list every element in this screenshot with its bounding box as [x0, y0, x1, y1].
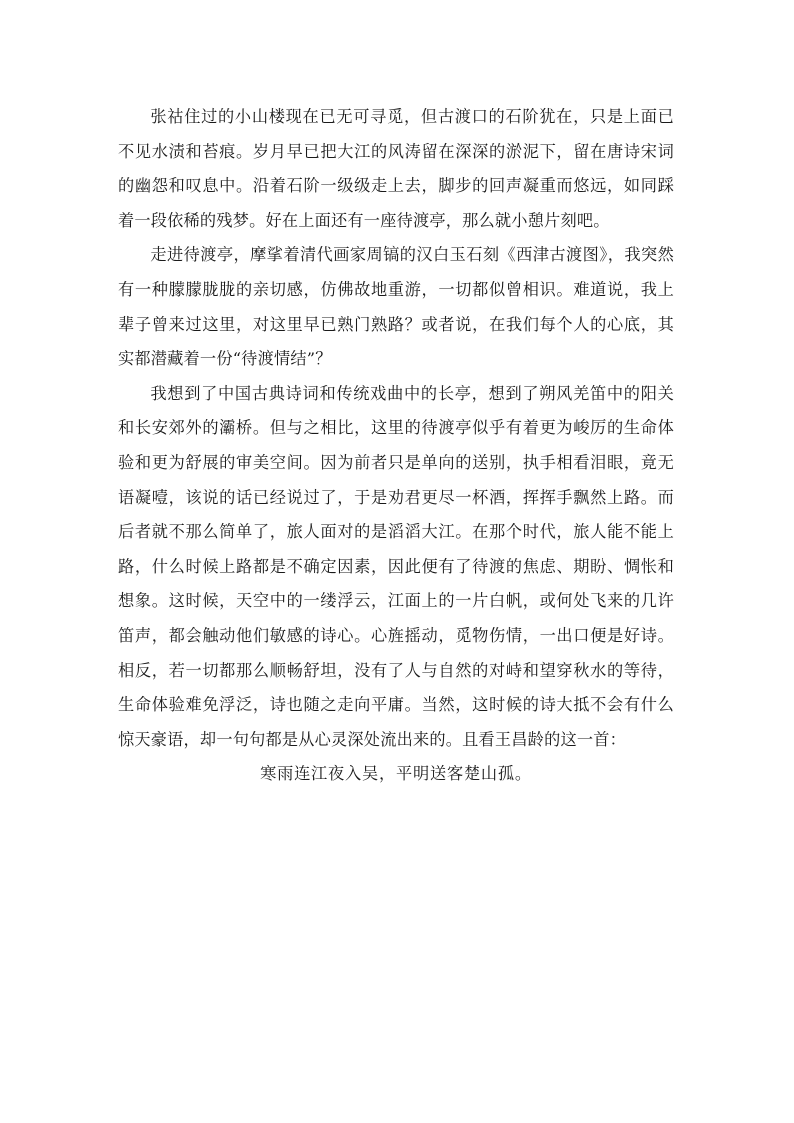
paragraph-2: 走进待渡亭，摩挲着清代画家周镐的汉白玉石刻《西津古渡图》，我突然有一种朦朦胧胧的亲切感，仿佛故地重游，一切都似曾相识。难道说，我上辈子曾来过这里，对这里早已熟门熟路？或者说，在我们每个人的心底，其实都潜藏着一份“待渡情结”？	[118, 245, 674, 369]
paragraph-3: 我想到了中国古典诗词和传统戏曲中的长亭，想到了朔风羌笛中的阳关和长安郊外的灞桥。但与之相比，这里的待渡亭似乎有着更为峻厉的生命体验和更为舒展的审美空间。因为前者只是单向的送别，执手相看泪眼，竟无语凝噎，该说的话已经说过了，于是劝君更尽一杯酒，挥挥手飘然上路。而后者就不那么简单了，旅人面对的是滔滔大江。在那个时代，旅人能不能上路，什么时候上路都是不确定因素，因此便有了待渡的焦虑、期盼、惆怅和想象。这时候，天空中的一缕浮云，江面上的一片白帆，或何处飞来的几许笛声，都会触动他们敏感的诗心。心旌摇动，觅物伤情，一出口便是好诗。相反，若一切都那么顺畅舒坦，没有了人与自然的对峙和望穿秋水的等待，生命体验难免浮泛，诗也随之走向平庸。当然，这时候的诗大抵不会有什么惊天豪语，却一句句都是从心灵深处流出来的。且看王昌龄的这一首：	[118, 383, 674, 749]
paragraph-1: 张祜住过的小山楼现在已无可寻觅，但古渡口的石阶犹在，只是上面已不见水渍和苔痕。岁月早已把大江的风涛留在深深的淤泥下，留在唐诗宋词的幽怨和叹息中。沿着石阶一级级走上去，脚步的回声凝重而悠远，如同踩着一段依稀的残梦。好在上面还有一座待渡亭，那么就小憩片刻吧。	[118, 107, 674, 230]
poem-line: 寒雨连江夜入吴，平明送客楚山孤。	[260, 764, 532, 784]
document-body	[118, 100, 674, 792]
